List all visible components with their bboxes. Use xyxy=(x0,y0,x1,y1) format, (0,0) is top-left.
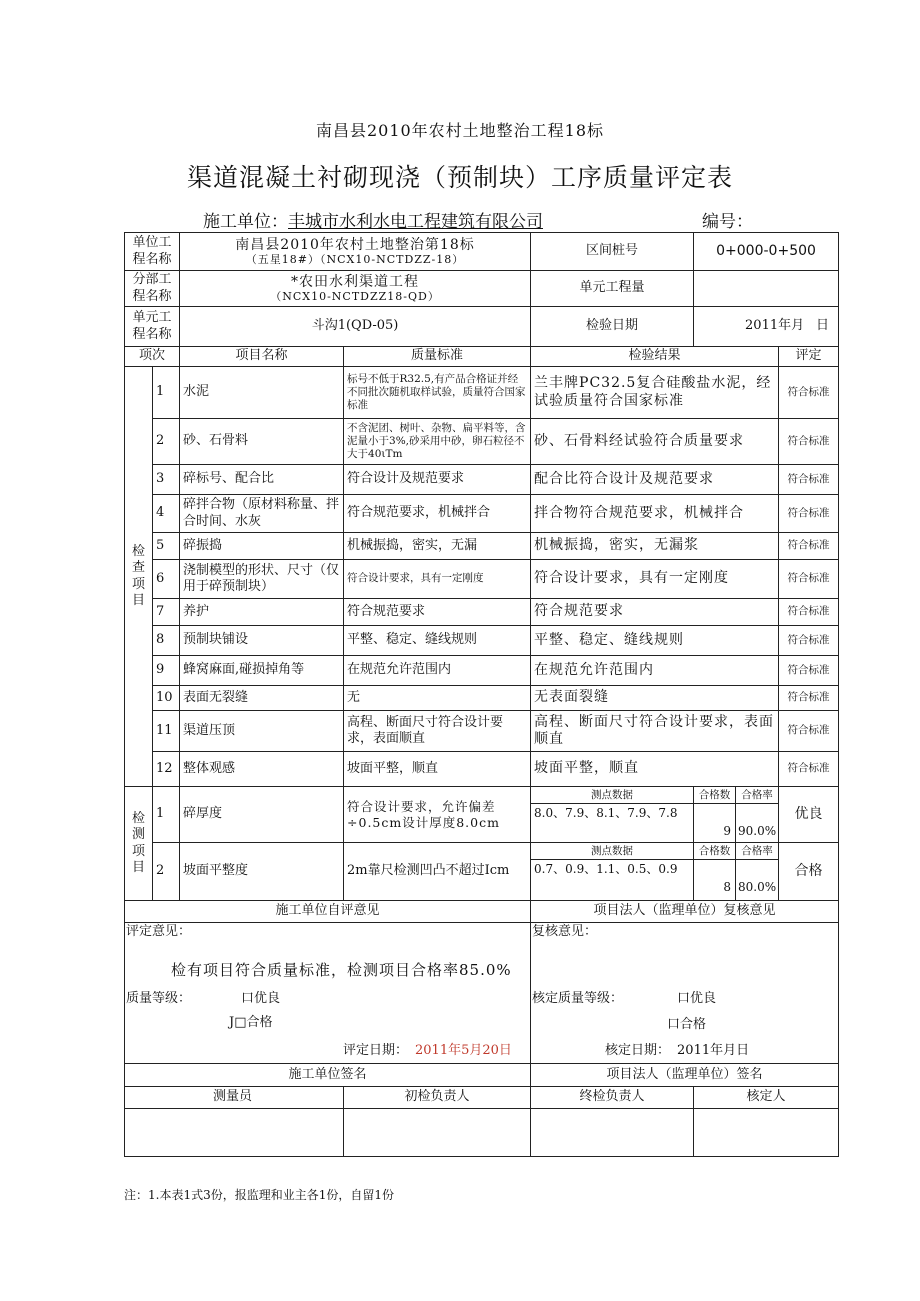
item-rating: 符合标准 xyxy=(779,419,839,465)
item-rating: 符合标准 xyxy=(779,465,839,495)
element-name-label: 单元工程名称 xyxy=(125,307,180,347)
item-standard: 符合规范要求，机械拌合 xyxy=(344,495,531,533)
item-result: 机械振捣，密实，无漏浆 xyxy=(531,533,779,560)
item-no: 8 xyxy=(153,626,180,656)
col-result: 检验结果 xyxy=(531,347,779,367)
initial-inspector-sign-field[interactable] xyxy=(344,1109,531,1157)
final-inspector-sign-field[interactable] xyxy=(531,1109,694,1157)
measure-group-label: 检测项目 xyxy=(125,787,153,901)
item-name: 浇制模型的形状、尺寸（仅用于碎预制块） xyxy=(180,560,344,599)
item-standard: 高程、断面尺寸符合设计要求，表面顺直 xyxy=(344,711,531,752)
table-row xyxy=(125,656,839,686)
surveyor-label: 测量员 xyxy=(125,1087,344,1109)
item-name: 表面无裂缝 xyxy=(180,686,344,711)
item-result: 符合规范要求 xyxy=(531,599,779,626)
item-no: 11 xyxy=(153,711,180,752)
table-row xyxy=(125,752,839,787)
document-subtitle: 南昌县2010年农村土地整治工程18标 xyxy=(315,121,605,140)
footnote: 注：1.本表1式3份，报监理和业主各1份，自留1份 xyxy=(124,1188,394,1202)
table-row xyxy=(125,686,839,711)
col-item-name: 项目名称 xyxy=(180,347,344,367)
measure-no: 2 xyxy=(153,843,180,901)
table-row xyxy=(125,626,839,656)
self-eval-grade-excellent: 口优良 xyxy=(241,991,281,1006)
review-date-label: 核定日期： xyxy=(605,1043,671,1058)
number-label: 编号： xyxy=(702,212,753,232)
contractor-line xyxy=(203,207,543,232)
item-no: 3 xyxy=(153,465,180,495)
item-standard: 标号不低于R32.5,有产品合格证并经不同批次随机取样试验，质量符合国家标准 xyxy=(344,367,531,419)
element-name-value: 斗沟1(QD-05) xyxy=(180,307,531,347)
item-name: 渠道压顶 xyxy=(180,711,344,752)
item-name: 蜂窝麻面,碰损掉角等 xyxy=(180,656,344,686)
interval-label: 区间桩号 xyxy=(531,233,694,271)
final-inspector-label: 终检负责人 xyxy=(531,1087,694,1109)
item-standard: 机械振捣，密实，无漏 xyxy=(344,533,531,560)
inspect-date-label: 检验日期 xyxy=(531,307,694,347)
item-standard: 平整、稳定、缝线规则 xyxy=(344,626,531,656)
table-row xyxy=(125,843,839,901)
item-rating: 符合标准 xyxy=(779,752,839,787)
item-name: 碎拌合物（原材料称量、拌合时间、水灰 xyxy=(180,495,344,533)
item-rating: 符合标准 xyxy=(779,533,839,560)
measure-pass-rate-cell: 合格率 80.0% xyxy=(736,843,779,901)
item-result: 高程、断面尺寸符合设计要求，表面顺直 xyxy=(531,711,779,752)
item-result: 坡面平整，顺直 xyxy=(531,752,779,787)
surveyor-sign-field[interactable] xyxy=(125,1109,344,1157)
measure-data-cell: 测点数据 0.7、0.9、1.1、0.5、0.9 xyxy=(531,843,694,901)
inspect-date-value: 2011年月 日 xyxy=(694,307,839,347)
table-row xyxy=(125,419,839,465)
review-grade-label: 核定质量等级： xyxy=(532,991,624,1006)
item-rating: 符合标准 xyxy=(779,599,839,626)
self-eval-grade-label: 质量等级： xyxy=(126,991,192,1006)
col-rating: 评定 xyxy=(779,347,839,367)
item-standard: 坡面平整，顺直 xyxy=(344,752,531,787)
self-eval-cell xyxy=(125,923,531,1064)
contractor-label: 施工单位： xyxy=(203,212,288,232)
review-opinion-label: 复核意见： xyxy=(532,924,598,939)
item-standard: 无 xyxy=(344,686,531,711)
item-no: 7 xyxy=(153,599,180,626)
item-rating: 符合标准 xyxy=(779,711,839,752)
table-row xyxy=(125,599,839,626)
self-eval-grade-qualified: J□合格 xyxy=(229,1015,273,1030)
col-item-no: 项次 xyxy=(125,347,180,367)
self-eval-header: 施工单位自评意见 xyxy=(125,901,531,923)
item-name: 整体观感 xyxy=(180,752,344,787)
unit-project-value: 南昌县2010年农村土地整治第18标 （五星18#）（NCX10-NCTDZZ-18） xyxy=(180,233,531,271)
item-no: 5 xyxy=(153,533,180,560)
item-no: 6 xyxy=(153,560,180,599)
item-name: 养护 xyxy=(180,599,344,626)
item-result: 砂、石骨料经试验符合质量要求 xyxy=(531,419,779,465)
unit-project-label: 单位工程名称 xyxy=(125,233,180,271)
item-result: 平整、稳定、缝线规则 xyxy=(531,626,779,656)
table-row xyxy=(125,560,839,599)
item-name: 碎标号、配合比 xyxy=(180,465,344,495)
self-eval-opinion-label: 评定意见： xyxy=(126,924,192,939)
item-no: 2 xyxy=(153,419,180,465)
measure-pass-rate-cell: 合格率 90.0% xyxy=(736,787,779,843)
review-header: 项目法人（监理单位）复核意见 xyxy=(531,901,839,923)
item-result: 兰丰牌PC32.5复合硅酸盐水泥，经试验质量符合国家标准 xyxy=(531,367,779,419)
measure-name: 碎厚度 xyxy=(180,787,344,843)
review-grade-qualified: 口合格 xyxy=(667,1017,707,1032)
measure-rating: 优良 xyxy=(779,787,839,843)
item-rating: 符合标准 xyxy=(779,367,839,419)
item-rating: 符合标准 xyxy=(779,686,839,711)
item-rating: 符合标准 xyxy=(779,656,839,686)
item-name: 砂、石骨料 xyxy=(180,419,344,465)
measure-standard: 2m靠尺检测凹凸不超过Icm xyxy=(344,843,531,901)
quality-assessment-table xyxy=(124,232,839,1157)
item-no: 4 xyxy=(153,495,180,533)
measure-pass-count-cell: 合格数 8 xyxy=(694,843,736,901)
item-no: 9 xyxy=(153,656,180,686)
table-row xyxy=(125,787,839,843)
measure-name: 坡面平整度 xyxy=(180,843,344,901)
review-cell xyxy=(531,923,839,1064)
approver-sign-field[interactable] xyxy=(694,1109,839,1157)
sub-project-label: 分部工程名称 xyxy=(125,271,180,307)
element-qty-label: 单元工程量 xyxy=(531,271,694,307)
initial-inspector-label: 初检负责人 xyxy=(344,1087,531,1109)
item-standard: 在规范允许范围内 xyxy=(344,656,531,686)
table-row xyxy=(125,495,839,533)
self-eval-date-value: 2011年5月20日 xyxy=(415,1043,512,1058)
col-standard: 质量标准 xyxy=(344,347,531,367)
item-result: 无表面裂缝 xyxy=(531,686,779,711)
item-standard: 符合设计及规范要求 xyxy=(344,465,531,495)
item-standard: 符合规范要求 xyxy=(344,599,531,626)
interval-value: 0+000-0+500 xyxy=(694,233,839,271)
item-result: 拌合物符合规范要求，机械拌合 xyxy=(531,495,779,533)
contractor-value: 丰城市水利水电工程建筑有限公司 xyxy=(288,212,543,232)
sub-project-value: *农田水利渠道工程 （NCX10-NCTDZZ18-QD） xyxy=(180,271,531,307)
item-result: 符合设计要求，具有一定刚度 xyxy=(531,560,779,599)
measure-no: 1 xyxy=(153,787,180,843)
item-no: 1 xyxy=(153,367,180,419)
table-row xyxy=(125,711,839,752)
document-title: 渠道混凝土衬砌现浇（预制块）工序质量评定表 xyxy=(186,163,733,192)
measure-rating: 合格 xyxy=(779,843,839,901)
table-row xyxy=(125,465,839,495)
review-date-value: 2011年月日 xyxy=(677,1043,750,1058)
item-rating: 符合标准 xyxy=(779,495,839,533)
self-eval-date-label: 评定日期： xyxy=(343,1043,409,1058)
measure-standard: 符合设计要求，允许偏差÷0.5cm设计厚度8.0cm xyxy=(344,787,531,843)
item-result: 在规范允许范围内 xyxy=(531,656,779,686)
table-row xyxy=(125,367,839,419)
measure-pass-count-cell: 合格数 9 xyxy=(694,787,736,843)
item-result: 配合比符合设计及规范要求 xyxy=(531,465,779,495)
item-name: 预制块铺设 xyxy=(180,626,344,656)
owner-sign-header: 项目法人（监理单位）签名 xyxy=(531,1064,839,1087)
item-name: 水泥 xyxy=(180,367,344,419)
item-no: 12 xyxy=(153,752,180,787)
item-standard: 符合设计要求，具有一定刚度 xyxy=(344,560,531,599)
item-no: 10 xyxy=(153,686,180,711)
item-rating: 符合标准 xyxy=(779,626,839,656)
item-rating: 符合标准 xyxy=(779,560,839,599)
element-qty-value xyxy=(694,271,839,307)
review-grade-excellent: 口优良 xyxy=(677,991,717,1006)
approver-label: 核定人 xyxy=(694,1087,839,1109)
table-row xyxy=(125,533,839,560)
item-standard: 不含泥团、树叶、杂物、扁平料等，含泥量小于3%,砂采用中砂，卵石粒径不大于40ιTm xyxy=(344,419,531,465)
self-eval-opinion-text: 检有项目符合质量标准，检测项目合格率85.0% xyxy=(171,961,512,979)
measure-data-cell: 测点数据 8.0、7.9、8.1、7.9、7.8 xyxy=(531,787,694,843)
contractor-sign-header: 施工单位签名 xyxy=(125,1064,531,1087)
item-name: 碎振捣 xyxy=(180,533,344,560)
check-group-label: 检查项目 xyxy=(125,367,153,787)
